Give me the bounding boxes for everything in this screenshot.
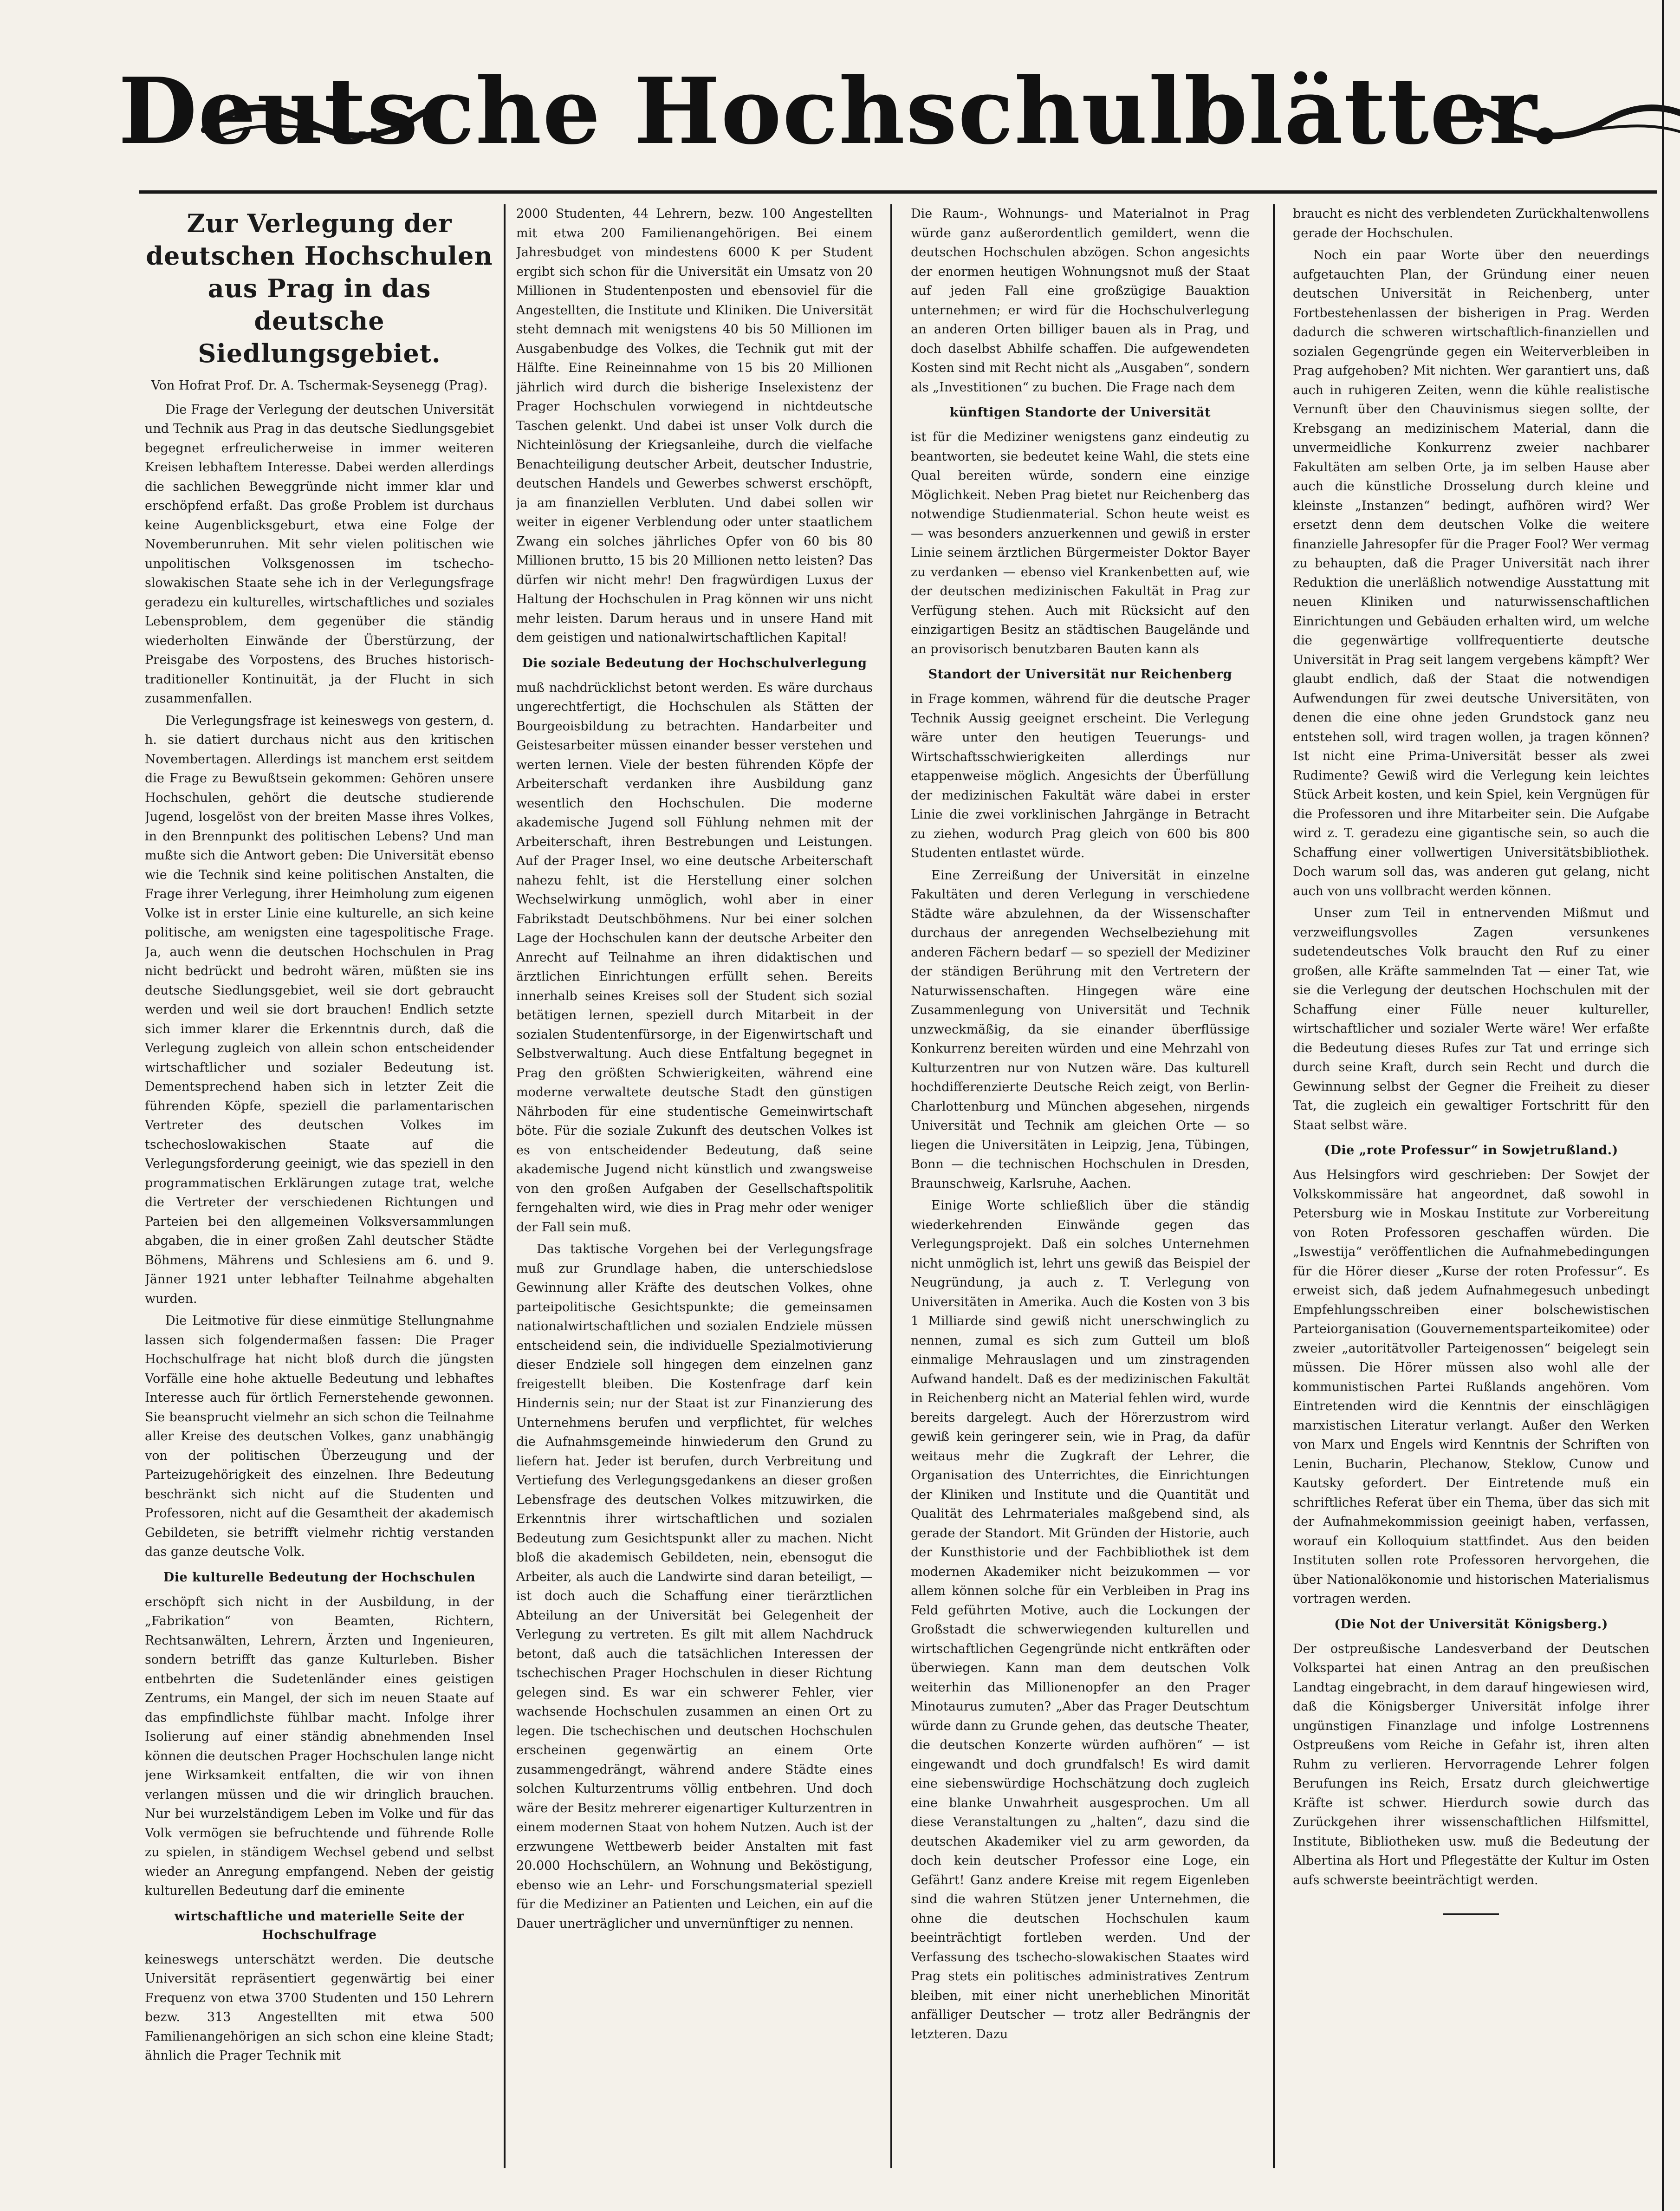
column-1 (145, 204, 494, 2168)
section-heading: Die kulturelle Bedeutung der Hochschulen (163, 1570, 476, 1585)
masthead-title: Deutsche Hochschulblätter. (118, 58, 1562, 165)
column-rule-2 (890, 204, 892, 2168)
paragraph: Die Leitmotive für diese einmütige Stellungnahme lassen sich folgendermaßen fassen: Die Prager Hochschulfrage hat nicht bloß durch die jüngsten Vorfälle eine hohe aktuelle Bedeutung und lebhaftes Interesse auch für örtlich Fernerstehende gewonnen. Sie beansprucht vielmehr an sich schon die Teilnahme aller Kreise des deutschen Volkes, ganz unabhängig von der politischen Überzeugung und der Parteizugehörigkeit des einzelnen. Ihre Bedeutung beschränkt sich nicht auf die Studenten und Professoren, nicht auf die Gesamtheit der akademisch Gebildeten, sie betrifft vielmehr richtig verstanden das ganze deutsche Volk. (145, 1314, 494, 1559)
masthead (0, 42, 1680, 181)
paragraph: Der ostpreußische Landesverband der Deutschen Volkspartei hat einen Antrag an den preußischen Landtag eingebracht, in dem darauf hingewiesen wird, daß die Königsberger Universität infolge ihrer ungünstigen Finanzlage und infolge Lostrennens Ostpreußens vom Reiche in Gefahr ist, ihren alten Ruhm zu verlieren. Hervorragende Lehrer folgen Berufungen ins Reich, Ersatz durch gleichwertige Kräfte ist schwer. Hierdurch sowie durch das Zurückgehen ihrer wissenschaftlichen Hilfsmittel, Institute, Bibliotheken usw. muß die Bedeutung der Albertina als Hort und Pflegestätte der Kultur im Osten aufs schwerste beeinträchtigt werden. (1293, 1641, 1649, 1887)
paragraph: 2000 Studenten, 44 Lehrern, bezw. 100 Angestellten mit etwa 200 Familienangehörigen. Bei einem Jahresbudget von mindestens 6000 K per Student ergibt sich schon für die Universität ein Umsatz von 20 Millionen in Studentenposten und ebensoviel für die Angestellten, die Institute und Kliniken. Die Universität steht demnach mit wenigstens 40 bis 50 Millionen im Ausgabenbudge des Volkes, die Technik gut mit der Hälfte. Eine Reineinnahme von 15 bis 20 Millionen jährlich wird durch die bisherige Inselexistenz der Prager Hochschulen vorwiegend in nichtdeutsche Taschen gelenkt. Und dabei ist unser Volk durch die Nichteinlösung der Kriegsanleihe, durch die vielfache Benachteiligung deutscher Arbeit, deutscher Industrie, deutschen Handels und Gewerbes schwerst erschöpft, ja am finanziellen Verbluten. Und dabei sollen wir weiter in eigener Verblendung oder unter staatlichem Zwang ein solches jährliches Opfer von 60 bis 80 Millionen brutto, 15 bis 20 Millionen netto leisten? Das dürfen wir nicht mehr! Den fragwürdigen Luxus der Haltung der Hochschulen in Prag können wir uns nicht mehr leisten. Darum heraus und in unsere Hand mit dem geistigen und nationalwirtschaftlichen Kapital! (516, 207, 873, 645)
paragraph: muß nachdrücklichst betont werden. Es wäre durchaus ungerechtfertigt, die Hochschulen als Stätten der Bourgeoisbildung zu betrachten. Handarbeiter und Geistesarbeiter müssen einander besser verstehen und werten lernen. Viele der besten führenden Köpfe der Arbeiterschaft verdanken ihre Ausbildung ganz wesentlich den Hochschulen. Die moderne akademische Jugend soll Fühlung nehmen mit der Arbeiterschaft, ihren Bestrebungen und Leistungen. Auf der Prager Insel, wo eine deutsche Arbeiterschaft nahezu fehlt, ist die Herstellung einer solchen Wechselwirkung unmöglich, wohl aber in einer Fabrikstadt Deutschböhmens. Nur bei einer solchen Lage der Hochschulen kann der deutsche Arbeiter den Anrecht auf Teilnahme an ihren didaktischen und ärztlichen Einrichtungen erfüllt sehen. Bereits innerhalb seines Kreises soll der Student sich sozial betätigen lernen, speziell durch Mitarbeit in der sozialen Studentenfürsorge, in der Eigenwirtschaft und Selbstverwaltung. Auch diese Entfaltung begegnet in Prag den größten Schwierigkeiten, während eine moderne verwaltete deutsche Stadt den günstigen Nährboden für eine studentische Gemeinwirtschaft böte. Für die soziale Zukunft des deutschen Volkes ist es von entscheidender Bedeutung, daß seine akademische Jugend nicht künstlich und zwangsweise von den großen Aufgaben der Gesellschaftspolitik ferngehalten wird, wie dies in Prag mehr oder weniger der Fall sein muß. (516, 680, 873, 1235)
article-title: Zur Verlegung der deutschen Hochschulen aus Prag in das deutsche Siedlungsgebiet. (146, 208, 493, 368)
column-rule-1 (504, 204, 506, 2168)
column-2 (516, 204, 873, 2168)
paragraph: ist für die Mediziner wenigstens ganz eindeutig zu beantworten, sie bedeutet keine Wahl, die stets eine Qual bereiten würde, sondern eine einzige Möglichkeit. Neben Prag bietet nur Reichenberg das notwendige Studienmaterial. Schon heute weist es — was besonders anzuerkennen und gewiß in erster Linie seinem ärztlichen Bürgermeister Doktor Bayer zu verdanken — ebenso viel Krankenbetten auf, wie der deutschen medizinischen Fakultät in Prag zur Verfügung stehen. Auch mit Rücksicht auf den einzigartigen Besitz an städtischen Baugelände und an provisorisch benutzbaren Bauten kann als (911, 430, 1250, 657)
paragraph: Die Raum-, Wohnungs- und Materialnot in Prag würde ganz außerordentlich gemildert, wenn die deutschen Hochschulen abzögen. Schon angesichts der enormen heutigen Wohnungsnot muß der Staat auf jeden Fall eine großzügige Bauaktion unternehmen; er wird für die Hochschulverlegung an anderen Orten billiger bauen als in Prag, und doch daselbst Abhilfe schaffen. Die aufgewendeten Kosten sind mit Recht nicht als „Ausgaben“, sondern als „Investitionen“ zu buchen. Die Frage nach dem (911, 207, 1250, 395)
paragraph: Eine Zerreißung der Universität in einzelne Fakultäten und deren Verlegung in verschiedene Städte wäre abzulehnen, da der Wissenschafter durchaus der anregenden Wechselbeziehung mit anderen Fächern bedarf — so speziell der Mediziner der ständigen Berührung mit den Vertretern der Naturwissenschaften. Hingegen wäre eine Zusammenlegung von Universität und Technik unzweckmäßig, da sie einander überflüssige Konkurrenz bereiten würden und eine Mehrzahl von Kulturzentren nur von Nutzen wäre. Das kulturell hochdifferenzierte Deutsche Reich zeigt, von Berlin-Charlottenburg und München abgesehen, nirgends Universität und Technik am gleichen Orte — so liegen die Universitäten in Leipzig, Jena, Tübingen, Bonn — die technischen Hochschulen in Dresden, Braunschweig, Karlsruhe, Aachen. (911, 868, 1250, 1191)
paragraph: Die Frage der Verlegung der deutschen Universität und Technik aus Prag in das deutsche Siedlungsgebiet begegnet erfreulicherweise in immer weiteren Kreisen lebhaftem Interesse. Dabei werden allerdings die sachlichen Beweggründe nicht immer klar und erschöpfend erfaßt. Das große Problem ist durchaus keine Augenblicksgeburt, etwa eine Folge der Novemberunruhen. Mit sehr vielen politischen wie unpolitischen Volksgenossen im tschecho-slowakischen Staate sehe ich in der Verlegungsfrage geradezu ein kulturelles, wirtschaftliches und soziales Lebensproblem, dem gegenüber die ständig wiederholten Einwände der Überstürzung, der Preisgabe des Vorpostens, des Bruches historisch-traditioneller Kontinuität, ja der Flucht in sich zusammenfallen. (145, 402, 494, 706)
masthead-rule (139, 190, 1657, 194)
section-heading: Standort der Universität nur Reichenberg (928, 667, 1232, 682)
section-heading: Die soziale Bedeutung der Hochschulverlegung (522, 656, 867, 670)
section-heading: künftigen Standorte der Universität (949, 405, 1211, 420)
paragraph: Die Verlegungsfrage ist keineswegs von gestern, d. h. sie datiert durchaus nicht aus den kritischen Novembertagen. Allerdings ist manchem erst seitdem die Frage zu Bewußtsein gekommen: Gehören unsere Hochschulen, gehört die deutsche studierende Jugend, losgelöst von der breiten Masse ihres Volkes, in den Brennpunkt des politischen Lebens? Und man mußte sich die Antwort geben: Die Universität ebenso wie die Technik sind keine politischen Anstalten, die Frage ihrer Verlegung, ihrer Heimholung zum eigenen Volke ist in erster Linie eine kulturelle, an sich keine politische, am wenigsten eine tagespolitische Frage. Ja, auch wenn die deutschen Hochschulen in Prag nicht bedrückt und bedroht wären, müßten sie ins deutsche Siedlungsgebiet, weil sie dort gebraucht werden und weil sie dort brauchen! Endlich setzte sich immer klarer die Erkenntnis durch, daß die Verlegung zugleich von allein schon entscheidender wirtschaftlicher und sozialer Bedeutung ist. Dementsprechend haben sich in letzter Zeit die führenden Köpfe, speziell die parlamentarischen Vertreter des deutschen Volkes im tschechoslowakischen Staate auf die Verlegungsforderung geeinigt, wie das speziell in den programmatischen Erklärungen zutage trat, welche die Vertreter der verschiedenen Richtungen und Parteien bei den allgemeinen Volksversammlungen abgaben, die in einer großen Zahl deutscher Städte Böhmens, Mährens und Schlesiens am 6. und 9. Jänner 1921 unter lebhafter Teilnahme abgehalten wurden. (145, 713, 494, 1306)
column-3 (911, 204, 1250, 2168)
paragraph: erschöpft sich nicht in der Ausbildung, in der „Fabrikation“ von Beamten, Richtern, Rechtsanwälten, Lehrern, Ärzten und Ingenieuren, sondern betrifft das ganze Kulturleben. Bisher entbehrten die Sudetenländer eines geistigen Zentrums, ein Mangel, der sich im neuen Staate auf das empfindlichste fühlbar macht. Infolge ihrer Isolierung auf einer ständig abnehmenden Insel können die deutschen Prager Hochschulen lange nicht jene Wirksamkeit entfalten, die wir von ihnen verlangen müssen und die wir dringlich brauchen. Nur bei wurzelständigem Leben im Volke und für das Volk vermögen sie befruchtende und führende Rolle zu spielen, in ständigem Wechsel gebend und selbst wieder an Anregung empfangend. Neben der geistig kulturellen Bedeutung darf die eminente (145, 1594, 494, 1898)
column-rule-3 (1273, 204, 1275, 2168)
paragraph: Das taktische Vorgehen bei der Verlegungsfrage muß zur Grundlage haben, die unterschiedslose Gewinnung aller Kräfte des deutschen Volkes, ohne parteipolitische Gesichtspunkte; die gemeinsamen nationalwirtschaftlichen und sozialen Endziele müssen entscheidend sein, die individuelle Spezialmotivierung dieser Endziele soll hingegen dem einzelnen ganz freigestellt bleiben. Die Kostenfrage darf kein Hindernis sein; nur der Staat ist zur Finanzierung des Unternehmens berufen und verpflichtet, für welches die Aufnahmsgemeinde hinwiederum den Grund zu liefern hat. Jeder ist berufen, durch Verbreitung und Vertiefung des Verlegungsgedankens an dieser großen Lebensfrage des deutschen Volkes mitzuwirken, die Erkenntnis ihrer wirtschaftlichen und sozialen Bedeutung zum Gesichtspunkt aller zu machen. Nicht bloß die akademisch Gebildeten, nein, ebensogut die Arbeiter, als auch die Landwirte sind daran beteiligt, — ist doch auch die Schaffung einer tierärztlichen Abteilung an der Universität bei Gelegenheit der Verlegung zu vertreten. Es gilt mit allem Nachdruck betont, daß auch die tatsächlichen Interessen der tschechischen Prager Hochschulen in dieser Richtung gelegen sind. Es war ein schwerer Fehler, vier wachsende Hochschulen zusammen an einen Ort zu legen. Die tschechischen und deutschen Hochschulen erscheinen gegenwärtig an einem Orte zusammengedrängt, während andere Städte eines solchen Kulturzentrums völlig entbehren. Und doch wäre der Besitz mehrerer eigenartiger Kulturzentren in einem modernen Staat von hohem Nutzen. Auch ist der erzwungene Wettbewerb beider Anstalten mit fast 20.000 Hochschülern, an Wohnung und Beköstigung, ebenso wie an Lehr- und Forschungsmaterial speziell für die Mediziner an Patienten und Leichen, ein auf die Dauer unerträglicher und unvernünftiger zu nennen. (516, 1242, 873, 1931)
section-heading: wirtschaftliche und materielle Seite der Hochschulfrage (174, 1909, 465, 1942)
paragraph: Noch ein paar Worte über den neuerdings aufgetauchten Plan, der Gründung einer neuen deutschen Universität in Reichenberg, unter Fortbestehenlassen der bisherigen in Prag. Werden dadurch die schweren wirtschaftlich-finanziellen und sozialen Gegengründe gegen ein Weiterverbleiben in Prag aufgehoben? Mit nichten. Wer garantiert uns, daß auch in ruhigeren Zeiten, wenn die kühle realistische Vernunft über den Chauvinismus siegen sollte, der Krebsgang an medizinischem Material, dann die unvermeidliche Konkurrenz zweier nachbarer Fakultäten am selben Orte, ja im selben Hause aber auch die künstliche Drosselung durch kleine und kleinste „Instanzen“ bedingt, aufhören wird? Wer ersetzt denn dem deutschen Volke die weitere finanzielle Jahresopfer für die Prager Fool? Wer vermag zu behaupten, daß die Prager Universität nach ihrer Reduktion die unerläßlich notwendige Ausstattung mit neuen Kliniken und naturwissenschaftlichen Einrichtungen und Gebäuden erhalten wird, um welche die gegenwärtige vollfrequentierte deutsche Universität in Prag seit langem vergebens kämpft? Wer glaubt endlich, daß der Staat die notwendigen Aufwendungen für zwei deutsche Universitäten, von denen die eine ohne jeden Grundstock ganz neu entstehen soll, wird tragen wollen, ja tragen können? Ist nicht eine Prima-Universität besser als zwei Rudimente? Gewiß wird die Verlegung kein leichtes Stück Arbeit kosten, und kein Spiel, kein Vergnügen für die Professoren und ihre Mitarbeiter sein. Die Aufgabe wird z. T. geradezu eine gigantische sein, so auch die Schaffung einer vollwertigen Universitätsbibliothek. Doch warum soll das, was anderen gut gelang, nicht auch von uns vollbracht werden können. (1293, 248, 1649, 898)
paragraph: Aus Helsingfors wird geschrieben: Der Sowjet der Volkskommissäre hat angeordnet, daß sowohl in Petersburg wie in Moskau Institute zur Vorbereitung von Roten Professoren geschaffen würden. Die „Iswestija“ veröffentlichen die Aufnahmebedingungen für die Hörer dieser „Kurse der roten Professur“. Es erweist sich, daß jedem Aufnahmegesuch unbedingt Empfehlungsschreiben einer bolschewistischen Parteiorganisation (Gouvernementsparteikomitee) oder zweier „autoritätvoller Parteigenossen“ beigelegt sein müssen. Die Hörer müssen also wohl alle der kommunistischen Partei Rußlands angehören. Vom Eintretenden wird die Kenntnis der einschlägigen marxistischen Literatur verlangt. Außer den Werken von Marx und Engels wird Kenntnis der Schriften von Lenin, Bucharin, Plechanow, Steklow, Cunow und Kautsky gefordert. Der Eintretende muß ein schriftliches Referat über ein Thema, über das sich mit der Aufnahmekommission geeinigt haben, verfassen, worauf ein Kolloquium stattfindet. Aus den beiden Instituten sollen rote Professoren hervorgehen, die über Nationalökonomie und historischen Materialismus vortragen werden. (1293, 1168, 1649, 1606)
paragraph: keineswegs unterschätzt werden. Die deutsche Universität repräsentiert gegenwärtig bei einer Frequenz von etwa 3700 Studenten und 150 Lehrern bezw. 313 Angestellten mit etwa 500 Familienangehörigen an sich schon eine kleine Stadt; ähnlich die Prager Technik mit (145, 1952, 494, 2063)
column-4 (1293, 204, 1649, 2168)
paragraph: Unser zum Teil in entnervenden Mißmut und verzweiflungsvolles Zagen versunkenes sudetendeutsches Volk braucht den Ruf zu einer großen, alle Kräfte sammelnden Tat — einer Tat, wie sie die Verlegung der deutschen Hochschulen mit der Schaffung einer Fülle neuer kultureller, wirtschaftlicher und sozialer Werte wäre! Wer erfaßte die Bedeutung dieses Rufes zur Tat und erringe sich durch seine Kraft, durch sein Recht und durch die Gewinnung selbst der Gegner die Freiheit zu dieser Tat, die zugleich ein gewaltiger Fortschritt für den Staat selbst wäre. (1293, 906, 1649, 1132)
end-rule (1293, 1902, 1649, 1921)
right-margin-rule (1662, 0, 1664, 2211)
paragraph: Einige Worte schließlich über die ständig wiederkehrenden Einwände gegen das Verlegungsprojekt. Daß ein solches Unternehmen nicht unmöglich ist, lehrt uns gewiß das Beispiel der Neugründung, ja auch z. T. Verlegung von Universitäten in Amerika. Auch die Kosten von 3 bis 1 Milliarde sind gewiß nicht unerschwinglich zu nennen, zumal es sich zum Gutteil um bloß einmalige Mehrauslagen und um zinstragenden Aufwand handelt. Daß es der medizinischen Fakultät in Reichenberg nicht an Material fehlen wird, wurde bereits dargelegt. Auch der Hörerzustrom wird gewiß kein geringerer sein, wie in Prag, da dafür weitaus mehr die Zugkraft der Lehrer, die Organisation des Unterrichtes, die Einrichtungen der Kliniken und Institute und die Quantität und Qualität des Lehrmateriales maßgebend sind, als gerade der Standort. Mit Gründen der Historie, auch der Kunsthistorie und der Fachbibliothek ist dem modernen Akademiker nicht beizukommen — vor allem können solche für ein Verbleiben in Prag ins Feld geführten Motive, auch die Lockungen der Großstadt die schwerwiegenden kulturellen und wirtschaftlichen Gegengründe nicht entkräften oder überwiegen. Kann man dem deutschen Volk weiterhin das Millionenopfer an den Prager Minotaurus zumuten? „Aber das Prager Deutschtum würde dann zu Grunde gehen, das deutsche Theater, die deutschen Konzerte würden aufhören“ — ist eingewandt und doch grundfalsch! Es wird damit eine siebenswürdige Hochschätzung doch zugleich eine blanke Unwahrheit ausgesprochen. Um all diese Veranstaltungen zu „halten“, dazu sind die deutschen Akademiker viel zu arm geworden, da doch kein deutscher Professor eine Loge, ein Gefährt! Ganz andere Kreise mit regem Eigenleben sind die wahren Stützen jener Unternehmen, die ohne die deutschen Hochschulen kaum beeinträchtigt fortleben werden. Und der Verfassung des tschecho-slowakischen Staates wird Prag stets ein politisches administratives Zentrum bleiben, mit einer nicht unerheblichen Minorität anfälliger Deutscher — trotz aller Bedrängnis der letzteren. Dazu (911, 1198, 1250, 2042)
article-byline: Von Hofrat Prof. Dr. A. Tschermak-Seysenegg (Prag). (151, 378, 488, 393)
paragraph: in Frage kommen, während für die deutsche Prager Technik Aussig geeignet erscheint. Die Verlegung wäre unter den heutigen Teuerungs- und Wirtschaftsschwierigkeiten allerdings nur etappenweise möglich. Angesichts der Überfüllung der medizinischen Fakultät wäre dabei in erster Linie die zwei vorklinischen Jahrgänge in Betracht zu ziehen, wodurch Prag gleich von 600 bis 800 Studenten entlastet würde. (911, 692, 1250, 860)
brief-heading: (Die Not der Universität Königsberg.) (1334, 1617, 1608, 1632)
brief-heading: (Die „rote Professur“ in Sowjetrußland.) (1324, 1143, 1618, 1158)
paragraph: braucht es nicht des verblendeten Zurückhaltenwollens gerade der Hochschulen. (1293, 207, 1649, 241)
